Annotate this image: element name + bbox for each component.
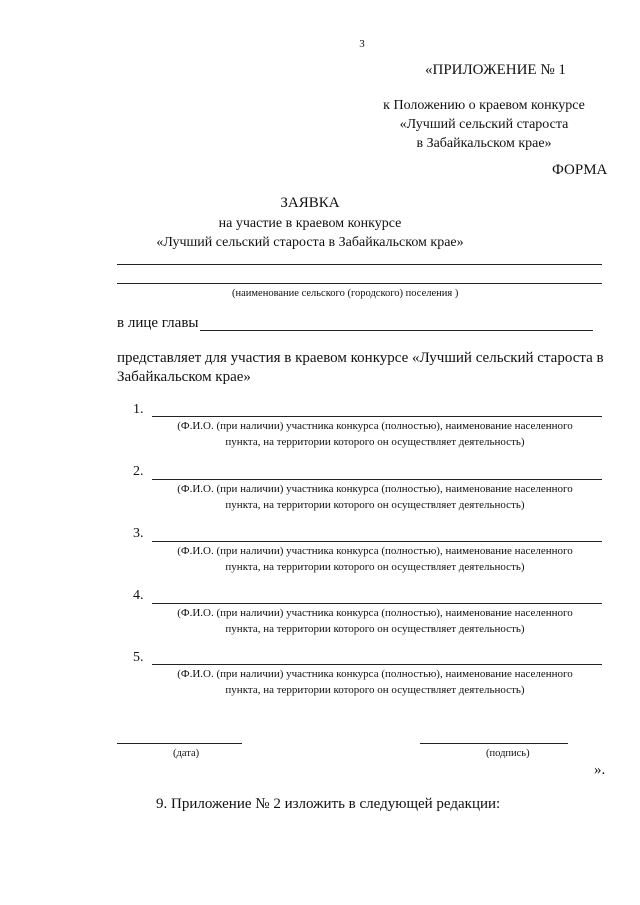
settlement-name-line-1 xyxy=(117,264,602,265)
participant-line xyxy=(152,664,602,665)
appendix-title: «ПРИЛОЖЕНИЕ № 1 xyxy=(425,62,566,78)
closing-quote: ». xyxy=(594,762,606,778)
participant-line xyxy=(152,541,602,542)
participant-caption-line-1: (Ф.И.О. (при наличии) участника конкурса (полностью), наименование населенного xyxy=(177,420,573,432)
signature-label: (подпись) xyxy=(486,748,530,759)
participant-caption-line-1: (Ф.И.О. (при наличии) участника конкурса (полностью), наименование населенного xyxy=(177,668,573,680)
head-label: в лице главы xyxy=(117,315,199,331)
date-line xyxy=(117,743,242,744)
participant-number: 5. xyxy=(133,650,144,665)
participant-caption-line-2: пункта, на территории которого он осуществляет деятельность) xyxy=(225,561,525,573)
participant-caption-line-1: (Ф.И.О. (при наличии) участника конкурса (полностью), наименование населенного xyxy=(177,545,573,557)
participant-number: 1. xyxy=(133,402,144,417)
participant-caption-line-2: пункта, на территории которого он осуществляет деятельность) xyxy=(225,499,525,511)
appendix-reference-line-3: в Забайкальском крае» xyxy=(416,136,552,151)
appendix-reference-line-1: к Положению о краевом конкурсе xyxy=(383,98,585,113)
application-title: ЗАЯВКА xyxy=(280,195,340,211)
signature-line xyxy=(420,743,568,744)
participant-line xyxy=(152,479,602,480)
footer-paragraph: 9. Приложение № 2 изложить в следующей редакции: xyxy=(156,796,501,812)
appendix-reference-line-2: «Лучший сельский староста xyxy=(399,117,569,132)
participant-caption-line-1: (Ф.И.О. (при наличии) участника конкурса (полностью), наименование населенного xyxy=(177,483,573,495)
settlement-caption: (наименование сельского (городского) поселения ) xyxy=(232,288,459,299)
participant-caption-line-2: пункта, на территории которого он осуществляет деятельность) xyxy=(225,623,525,635)
participant-number: 4. xyxy=(133,588,144,603)
participant-caption xyxy=(145,666,605,698)
application-subtitle-2: «Лучший сельский староста в Забайкальском крае» xyxy=(156,235,464,250)
participant-line xyxy=(152,603,602,604)
participant-caption xyxy=(145,605,605,637)
date-label: (дата) xyxy=(173,748,200,759)
head-name-line xyxy=(200,330,593,331)
participant-caption xyxy=(145,543,605,575)
participant-caption xyxy=(145,418,605,450)
presents-text-line-1: представляет для участия в краевом конкурсе «Лучший сельский староста в xyxy=(117,350,604,366)
form-label: ФОРМА xyxy=(552,162,608,178)
participant-number: 2. xyxy=(133,464,144,479)
participant-caption-line-2: пункта, на территории которого он осуществляет деятельность) xyxy=(225,436,525,448)
participant-line xyxy=(152,416,602,417)
participant-caption-line-2: пункта, на территории которого он осуществляет деятельность) xyxy=(225,684,525,696)
participant-caption xyxy=(145,481,605,513)
participant-caption-line-1: (Ф.И.О. (при наличии) участника конкурса (полностью), наименование населенного xyxy=(177,607,573,619)
participant-number: 3. xyxy=(133,526,144,541)
presents-text-line-2: Забайкальском крае» xyxy=(117,369,251,385)
page-number: 3 xyxy=(359,38,365,50)
settlement-name-line-2 xyxy=(117,283,602,284)
application-subtitle-1: на участие в краевом конкурсе xyxy=(218,216,402,231)
